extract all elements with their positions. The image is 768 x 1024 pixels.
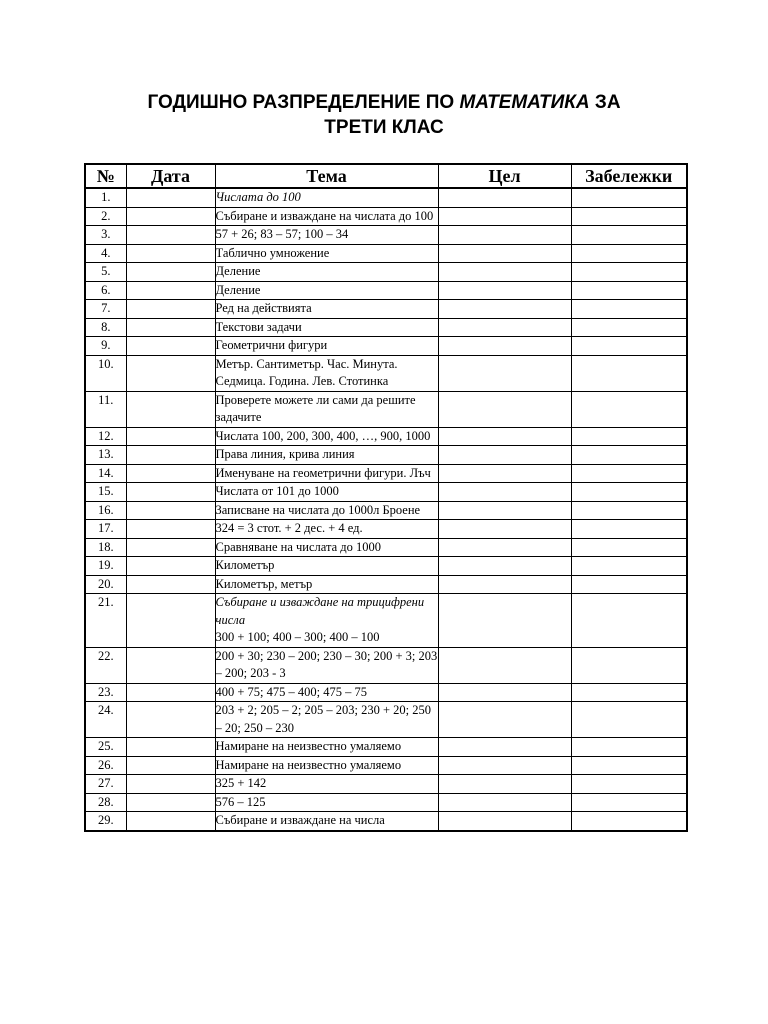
row-notes-cell	[571, 812, 687, 831]
title-subject: МАТЕМАТИКА	[459, 92, 590, 113]
table-row	[85, 300, 687, 319]
row-goal-cell	[438, 647, 571, 683]
row-date-cell	[126, 683, 215, 702]
row-notes-cell	[571, 300, 687, 319]
row-number: 2.	[85, 207, 126, 226]
row-topic: 200 + 30; 230 – 200; 230 – 30; 200 + 3; 203 – 200; 203 - 3	[215, 647, 438, 683]
row-notes-cell	[571, 263, 687, 282]
table-row	[85, 207, 687, 226]
table-row	[85, 244, 687, 263]
table-row	[85, 318, 687, 337]
row-notes-cell	[571, 756, 687, 775]
row-notes-cell	[571, 575, 687, 594]
row-notes-cell	[571, 683, 687, 702]
table-row	[85, 775, 687, 794]
row-goal-cell	[438, 557, 571, 576]
row-number: 10.	[85, 355, 126, 391]
row-date-cell	[126, 464, 215, 483]
row-date-cell	[126, 793, 215, 812]
row-number: 25.	[85, 738, 126, 757]
row-topic: 576 – 125	[215, 793, 438, 812]
row-notes-cell	[571, 464, 687, 483]
row-topic: Геометрични фигури	[215, 337, 438, 356]
row-topic: Таблично умножение	[215, 244, 438, 263]
row-date-cell	[126, 756, 215, 775]
row-goal-cell	[438, 738, 571, 757]
row-topic: Права линия, крива линия	[215, 446, 438, 465]
row-number: 17.	[85, 520, 126, 539]
header-goal: Цел	[438, 164, 571, 188]
table-row	[85, 188, 687, 207]
row-date-cell	[126, 812, 215, 831]
table-row	[85, 391, 687, 427]
row-date-cell	[126, 300, 215, 319]
row-date-cell	[126, 520, 215, 539]
row-goal-cell	[438, 318, 571, 337]
row-notes-cell	[571, 446, 687, 465]
row-goal-cell	[438, 281, 571, 300]
row-goal-cell	[438, 244, 571, 263]
row-goal-cell	[438, 355, 571, 391]
row-number: 16.	[85, 501, 126, 520]
row-number: 26.	[85, 756, 126, 775]
row-notes-cell	[571, 318, 687, 337]
row-goal-cell	[438, 702, 571, 738]
row-goal-cell	[438, 226, 571, 245]
document-title	[84, 90, 684, 140]
row-number: 28.	[85, 793, 126, 812]
row-number: 1.	[85, 188, 126, 207]
row-notes-cell	[571, 226, 687, 245]
row-goal-cell	[438, 483, 571, 502]
row-number: 15.	[85, 483, 126, 502]
row-notes-cell	[571, 188, 687, 207]
title-line2: ТРЕТИ КЛАС	[324, 117, 444, 138]
row-notes-cell	[571, 207, 687, 226]
title-part2: ЗА	[589, 92, 621, 113]
row-topic: Метър. Сантиметър. Час. Минута. Седмица. Година. Лев. Стотинка	[215, 355, 438, 391]
row-date-cell	[126, 738, 215, 757]
row-number: 7.	[85, 300, 126, 319]
row-topic: Именуване на геометрични фигури. Лъч	[215, 464, 438, 483]
row-number: 4.	[85, 244, 126, 263]
row-notes-cell	[571, 391, 687, 427]
row-date-cell	[126, 391, 215, 427]
row-date-cell	[126, 538, 215, 557]
row-goal-cell	[438, 263, 571, 282]
row-goal-cell	[438, 594, 571, 648]
table-row	[85, 647, 687, 683]
row-number: 13.	[85, 446, 126, 465]
row-topic: Сравняване на числата до 1000	[215, 538, 438, 557]
table-row	[85, 702, 687, 738]
table-row	[85, 594, 687, 648]
row-date-cell	[126, 594, 215, 648]
row-goal-cell	[438, 464, 571, 483]
row-goal-cell	[438, 337, 571, 356]
row-topic: 400 + 75; 475 – 400; 475 – 75	[215, 683, 438, 702]
title-part1: ГОДИШНО РАЗПРЕДЕЛЕНИЕ ПО	[147, 92, 460, 113]
row-topic: Намиране на неизвестно умаляемо	[215, 738, 438, 757]
row-notes-cell	[571, 483, 687, 502]
table-row	[85, 464, 687, 483]
row-topic-text: 300 + 100; 400 – 300; 400 – 100	[215, 630, 380, 644]
row-goal-cell	[438, 188, 571, 207]
table-row	[85, 520, 687, 539]
row-topic: Километър	[215, 557, 438, 576]
row-date-cell	[126, 318, 215, 337]
table-row	[85, 446, 687, 465]
table-header-row	[85, 164, 687, 188]
row-goal-cell	[438, 793, 571, 812]
row-goal-cell	[438, 756, 571, 775]
row-date-cell	[126, 501, 215, 520]
row-notes-cell	[571, 427, 687, 446]
row-date-cell	[126, 226, 215, 245]
table-row	[85, 263, 687, 282]
row-topic: Текстови задачи	[215, 318, 438, 337]
row-notes-cell	[571, 538, 687, 557]
row-date-cell	[126, 647, 215, 683]
row-topic-italic: Събиране и изваждане на трицифрени числа	[215, 595, 425, 627]
row-topic: Числата до 100	[215, 188, 438, 207]
table-body	[85, 188, 687, 831]
row-date-cell	[126, 557, 215, 576]
row-topic: Числата от 101 до 1000	[215, 483, 438, 502]
row-goal-cell	[438, 775, 571, 794]
table-row	[85, 501, 687, 520]
table-row	[85, 738, 687, 757]
row-goal-cell	[438, 427, 571, 446]
row-date-cell	[126, 575, 215, 594]
row-topic: Ред на действията	[215, 300, 438, 319]
table-row	[85, 337, 687, 356]
row-date-cell	[126, 244, 215, 263]
row-date-cell	[126, 207, 215, 226]
row-date-cell	[126, 281, 215, 300]
row-topic: 57 + 26; 83 – 57; 100 – 34	[215, 226, 438, 245]
row-goal-cell	[438, 520, 571, 539]
row-topic: Намиране на неизвестно умаляемо	[215, 756, 438, 775]
row-date-cell	[126, 702, 215, 738]
row-number: 22.	[85, 647, 126, 683]
row-date-cell	[126, 263, 215, 282]
row-topic: Събиране и изваждане на числата до 100	[215, 207, 438, 226]
row-number: 27.	[85, 775, 126, 794]
row-number: 12.	[85, 427, 126, 446]
header-notes: Забележки	[571, 164, 687, 188]
row-topic: Километър, метър	[215, 575, 438, 594]
row-goal-cell	[438, 683, 571, 702]
row-goal-cell	[438, 575, 571, 594]
row-date-cell	[126, 483, 215, 502]
row-date-cell	[126, 188, 215, 207]
row-goal-cell	[438, 207, 571, 226]
row-date-cell	[126, 355, 215, 391]
row-topic: Събиране и изваждане на числа	[215, 812, 438, 831]
row-number: 23.	[85, 683, 126, 702]
table-row	[85, 575, 687, 594]
table-row	[85, 793, 687, 812]
row-goal-cell	[438, 538, 571, 557]
row-notes-cell	[571, 557, 687, 576]
row-topic: Деление	[215, 281, 438, 300]
row-notes-cell	[571, 520, 687, 539]
header-topic: Тема	[215, 164, 438, 188]
row-number: 24.	[85, 702, 126, 738]
row-number: 6.	[85, 281, 126, 300]
row-notes-cell	[571, 355, 687, 391]
row-goal-cell	[438, 501, 571, 520]
row-goal-cell	[438, 391, 571, 427]
row-number: 19.	[85, 557, 126, 576]
row-notes-cell	[571, 281, 687, 300]
row-number: 18.	[85, 538, 126, 557]
table-row	[85, 427, 687, 446]
table-row	[85, 355, 687, 391]
row-goal-cell	[438, 812, 571, 831]
row-date-cell	[126, 775, 215, 794]
row-number: 5.	[85, 263, 126, 282]
row-number: 3.	[85, 226, 126, 245]
header-num: №	[85, 164, 126, 188]
row-topic: 324 = 3 стот. + 2 дес. + 4 ед.	[215, 520, 438, 539]
row-number: 14.	[85, 464, 126, 483]
row-topic: 203 + 2; 205 – 2; 205 – 203; 230 + 20; 250 – 20; 250 – 230	[215, 702, 438, 738]
row-notes-cell	[571, 647, 687, 683]
table-row	[85, 756, 687, 775]
row-topic: Записване на числата до 1000л Броене	[215, 501, 438, 520]
table-row	[85, 557, 687, 576]
table-row	[85, 483, 687, 502]
annual-plan-table	[84, 163, 688, 832]
header-date: Дата	[126, 164, 215, 188]
row-notes-cell	[571, 702, 687, 738]
row-topic	[215, 594, 438, 648]
table-row	[85, 538, 687, 557]
row-notes-cell	[571, 244, 687, 263]
table-row	[85, 226, 687, 245]
row-number: 9.	[85, 337, 126, 356]
row-notes-cell	[571, 337, 687, 356]
row-date-cell	[126, 446, 215, 465]
table-row	[85, 281, 687, 300]
table-row	[85, 812, 687, 831]
row-number: 21.	[85, 594, 126, 648]
table-row	[85, 683, 687, 702]
row-notes-cell	[571, 594, 687, 648]
row-number: 20.	[85, 575, 126, 594]
row-topic: 325 + 142	[215, 775, 438, 794]
row-number: 8.	[85, 318, 126, 337]
row-goal-cell	[438, 300, 571, 319]
row-date-cell	[126, 337, 215, 356]
row-goal-cell	[438, 446, 571, 465]
row-date-cell	[126, 427, 215, 446]
row-topic: Числата 100, 200, 300, 400, …, 900, 1000	[215, 427, 438, 446]
row-number: 29.	[85, 812, 126, 831]
row-notes-cell	[571, 738, 687, 757]
row-topic: Проверете можете ли сами да решите задачите	[215, 391, 438, 427]
row-topic: Деление	[215, 263, 438, 282]
row-notes-cell	[571, 775, 687, 794]
row-notes-cell	[571, 501, 687, 520]
row-notes-cell	[571, 793, 687, 812]
row-number: 11.	[85, 391, 126, 427]
